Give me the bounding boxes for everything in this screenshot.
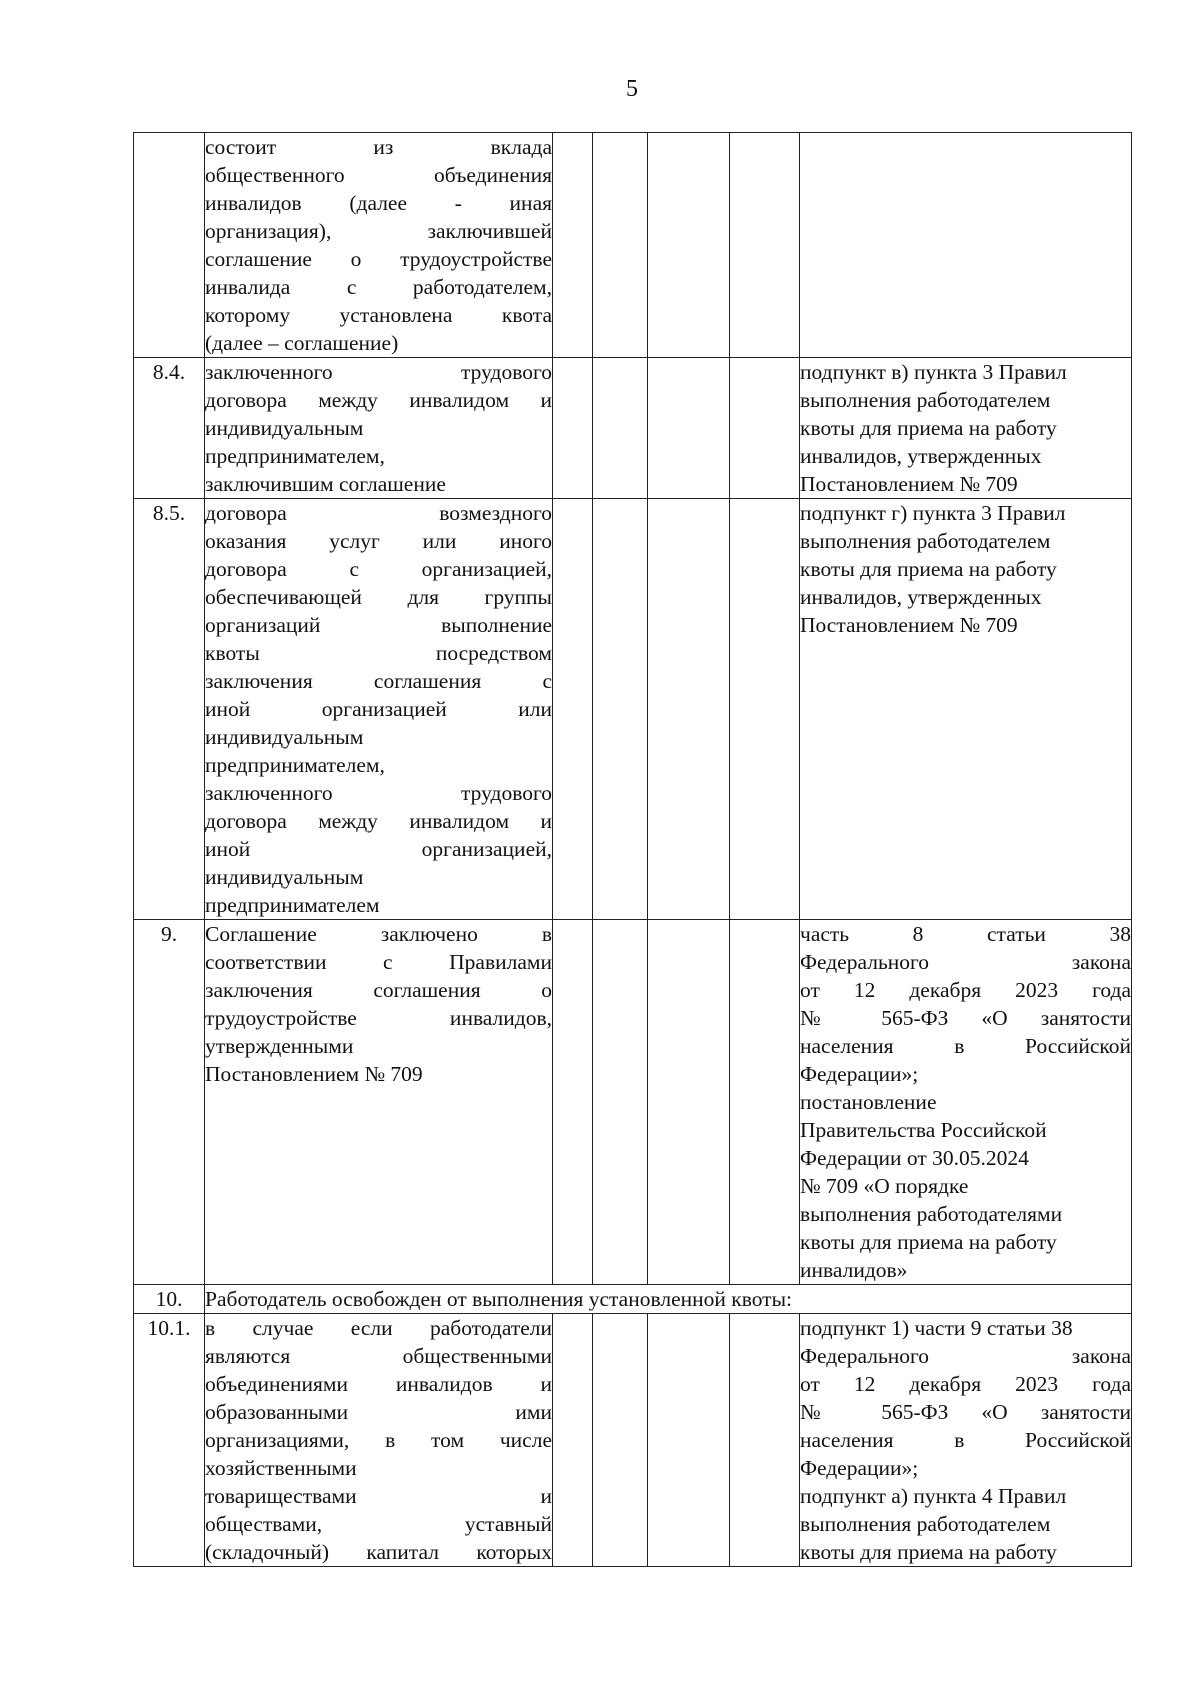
legal-reference-cell — [800, 133, 1132, 358]
text-line: заключенного трудового — [205, 360, 552, 384]
text-line: Федерального закона — [800, 950, 1131, 974]
text-line: подпункт а) пункта 4 Правил — [800, 1484, 1067, 1508]
text-line: трудоустройстве инвалидов, — [205, 1006, 552, 1030]
answer-cell — [553, 1314, 593, 1567]
text-line: от 12 декабря 2023 года — [800, 1372, 1131, 1396]
item-number-cell: 9. — [134, 920, 205, 1285]
text-line: № 565-ФЗ «О занятости — [800, 1006, 1131, 1030]
text-line: Федерации»; — [800, 1062, 919, 1086]
answer-cell — [593, 499, 648, 920]
text-line: иной организацией, — [205, 837, 552, 861]
text-line: подпункт 1) части 9 статьи 38 — [800, 1316, 1073, 1340]
text-line: организаций выполнение — [205, 613, 552, 637]
text-line: подпункт г) пункта 3 Правил — [800, 501, 1066, 525]
text-line: Федерального закона — [800, 1344, 1131, 1368]
answer-cell — [648, 1314, 730, 1567]
answer-cell — [553, 920, 593, 1285]
table-row — [134, 920, 1132, 1285]
text-line: квоты для приема на работу — [800, 557, 1057, 581]
text-line: индивидуальным — [205, 865, 364, 889]
text-line: населения в Российской — [800, 1034, 1131, 1058]
text-line: № 565-ФЗ «О занятости — [800, 1400, 1131, 1424]
legal-reference-cell — [800, 1314, 1132, 1567]
text-line: в случае если работодатели — [205, 1316, 552, 1340]
text-line: (далее – соглашение) — [205, 331, 399, 355]
answer-cell — [593, 133, 648, 358]
text-line: постановление — [800, 1090, 937, 1114]
text-line: инвалидов, утвержденных — [800, 585, 1042, 609]
text-line: Соглашение заключено в — [205, 922, 552, 946]
answer-cell — [730, 358, 800, 499]
text-line: иной организацией или — [205, 697, 552, 721]
text-line: объединениями инвалидов и — [205, 1372, 552, 1396]
requirement-text-cell — [205, 920, 553, 1285]
text-line: инвалида с работодателем, — [205, 275, 552, 299]
table-row — [134, 1314, 1132, 1567]
text-line: от 12 декабря 2023 года — [800, 978, 1131, 1002]
text-line: заключенного трудового — [205, 781, 552, 805]
text-line: обществами, уставный — [205, 1512, 552, 1536]
text-line: заключившим соглашение — [205, 472, 446, 496]
text-line: соглашение о трудоустройстве — [205, 247, 552, 271]
answer-cell — [553, 358, 593, 499]
answer-cell — [553, 133, 593, 358]
text-line: договора возмездного — [205, 501, 552, 525]
requirement-text-cell — [205, 133, 553, 358]
table-row — [134, 358, 1132, 499]
requirement-text-cell — [205, 499, 553, 920]
text-line: заключения соглашения с — [205, 669, 552, 693]
text-line: подпункт в) пункта 3 Правил — [800, 360, 1067, 384]
item-number-cell: 10.1. — [134, 1314, 205, 1567]
text-line: договора с организацией, — [205, 557, 552, 581]
table-body — [134, 133, 1132, 1567]
text-line: (складочный) капитал которых — [205, 1540, 552, 1564]
legal-reference-cell — [800, 499, 1132, 920]
text-line: выполнения работодателями — [800, 1202, 1063, 1226]
text-line: инвалидов (далее - иная — [205, 191, 552, 215]
text-line: населения в Российской — [800, 1428, 1131, 1452]
text-line: общественного объединения — [205, 163, 552, 187]
legal-reference-cell — [800, 358, 1132, 499]
table-row — [134, 1285, 1132, 1314]
text-line: образованными ими — [205, 1400, 552, 1424]
text-line: которому установлена квота — [205, 303, 552, 327]
text-line: оказания услуг или иного — [205, 529, 552, 553]
text-line: Постановлением № 709 — [800, 472, 1018, 496]
text-line: обеспечивающей для группы — [205, 585, 552, 609]
text-line: соответствии с Правилами — [205, 950, 552, 974]
answer-cell — [648, 920, 730, 1285]
answer-cell — [730, 499, 800, 920]
text-line: Постановлением № 709 — [800, 613, 1018, 637]
text-line: утвержденными — [205, 1034, 354, 1058]
text-line: № 709 «О порядке — [800, 1174, 969, 1198]
text-line: договора между инвалидом и — [205, 809, 552, 833]
requirements-table — [133, 132, 1132, 1567]
text-line: хозяйственными — [205, 1456, 357, 1480]
text-line: выполнения работодателем — [800, 388, 1051, 412]
answer-cell — [593, 358, 648, 499]
answer-cell — [730, 920, 800, 1285]
text-line: индивидуальным — [205, 725, 364, 749]
text-line: договора между инвалидом и — [205, 388, 552, 412]
text-line: квоты посредством — [205, 641, 552, 665]
text-line: организация), заключившей — [205, 219, 552, 243]
answer-cell — [730, 1314, 800, 1567]
text-line: Федерации»; — [800, 1456, 919, 1480]
text-line: индивидуальным — [205, 416, 364, 440]
table-row — [134, 133, 1132, 358]
text-line: состоит из вклада — [205, 135, 552, 159]
text-line: часть 8 статьи 38 — [800, 922, 1131, 946]
item-number-cell: 8.5. — [134, 499, 205, 920]
text-line: предпринимателем — [205, 893, 380, 917]
text-line: выполнения работодателем — [800, 529, 1051, 553]
answer-cell — [648, 499, 730, 920]
answer-cell — [553, 499, 593, 920]
page-number: 5 — [626, 76, 638, 102]
item-number-cell — [134, 133, 205, 358]
text-line: квоты для приема на работу — [800, 416, 1057, 440]
legal-reference-cell — [800, 920, 1132, 1285]
text-line: Постановлением № 709 — [205, 1062, 423, 1086]
text-line: инвалидов» — [800, 1258, 908, 1282]
answer-cell — [648, 358, 730, 499]
answer-cell — [730, 133, 800, 358]
answer-cell — [593, 1314, 648, 1567]
text-line: Федерации от 30.05.2024 — [800, 1146, 1029, 1170]
text-line: являются общественными — [205, 1344, 552, 1368]
text-line: инвалидов, утвержденных — [800, 444, 1042, 468]
section-heading-cell: Работодатель освобожден от выполнения установленной квоты: — [205, 1285, 1132, 1314]
table-row — [134, 499, 1132, 920]
item-number-cell: 10. — [134, 1285, 205, 1314]
text-line: выполнения работодателем — [800, 1512, 1051, 1536]
text-line: квоты для приема на работу — [800, 1230, 1057, 1254]
text-line: заключения соглашения о — [205, 978, 552, 1002]
text-line: товариществами и — [205, 1484, 552, 1508]
text-line: предпринимателем, — [205, 444, 385, 468]
text-line: квоты для приема на работу — [800, 1540, 1057, 1564]
text-line: Правительства Российской — [800, 1118, 1047, 1142]
answer-cell — [648, 133, 730, 358]
requirement-text-cell — [205, 358, 553, 499]
text-line: организациями, в том числе — [205, 1428, 552, 1452]
requirement-text-cell — [205, 1314, 553, 1567]
text-line: предпринимателем, — [205, 753, 385, 777]
item-number-cell: 8.4. — [134, 358, 205, 499]
answer-cell — [593, 920, 648, 1285]
